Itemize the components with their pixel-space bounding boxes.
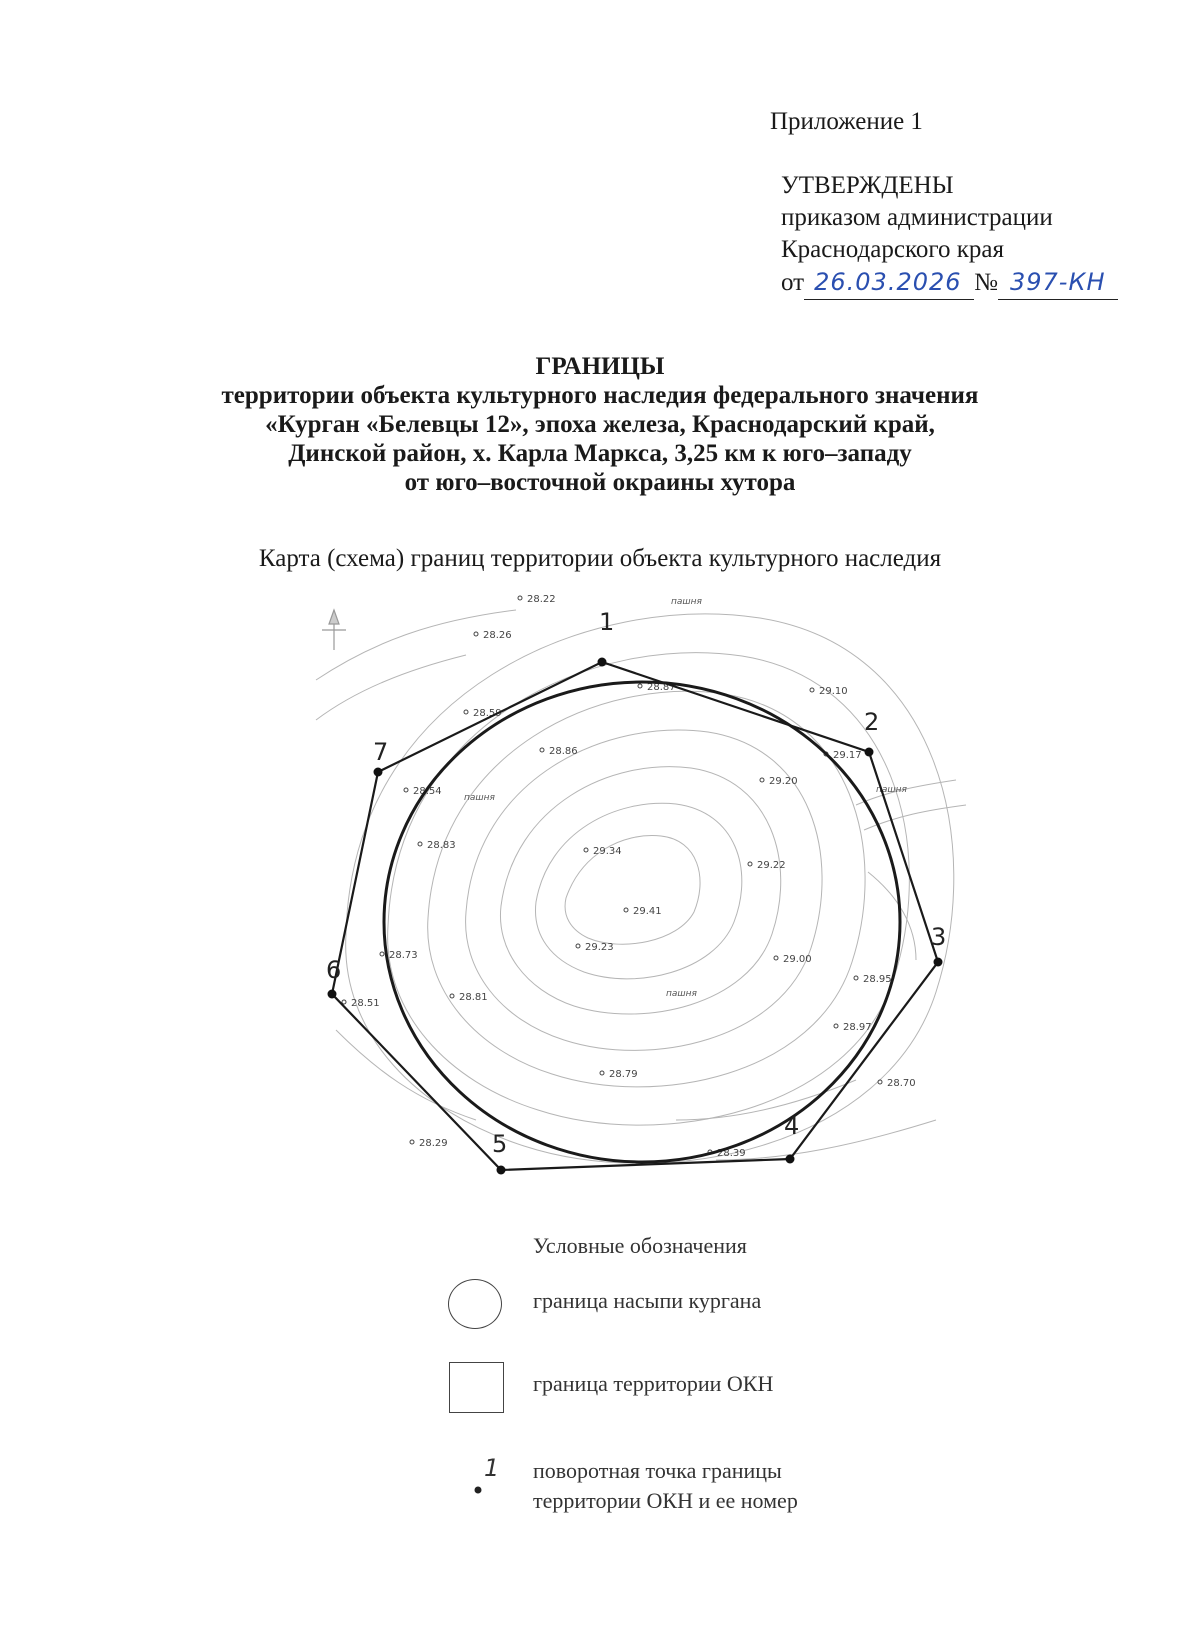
contour-line (336, 1030, 476, 1120)
elevation-mark (774, 956, 778, 960)
elevation-label: 28.86 (549, 746, 578, 757)
boundary-point-number: 4 (784, 1112, 800, 1140)
elevation-mark (450, 994, 454, 998)
elevation-mark (600, 1071, 604, 1075)
legend-circle-symbol (448, 1279, 502, 1329)
elevation-label: 29.20 (769, 776, 798, 787)
elevation-mark (854, 976, 858, 980)
boundary-point-1 (598, 658, 607, 667)
boundary-map (316, 594, 966, 1190)
legend-title: Условные обозначения (533, 1233, 747, 1258)
elevation-label: 28.73 (389, 950, 418, 961)
elevation-label: 28.54 (413, 786, 442, 797)
boundary-point-number: 3 (931, 923, 947, 951)
elevation-label: 29.17 (833, 750, 862, 761)
boundary-point-5 (497, 1166, 506, 1175)
land-use-label: пашня (464, 793, 495, 803)
elevation-label: 28.79 (609, 1069, 638, 1080)
elevation-mark (624, 908, 628, 912)
elevation-mark (584, 848, 588, 852)
elevation-label: 29.10 (819, 686, 848, 697)
elevation-mark (540, 748, 544, 752)
approval-date-line (781, 266, 1118, 300)
date-value: 26.03.2026 (814, 268, 962, 296)
elevation-label: 28.22 (527, 594, 556, 605)
title-line-4: Динской район, х. Карла Маркса, 3,25 км к юго–западу (288, 440, 912, 467)
elevation-mark (342, 1000, 346, 1004)
land-use-labels-layer (464, 597, 908, 999)
contour-line (346, 614, 954, 1163)
title-line-2: территории объекта культурного наследия федерального значения (221, 382, 979, 409)
title-line-3: «Курган «Белевцы 12», эпоха железа, Краснодарский край, (265, 411, 935, 438)
boundary-point-number: 5 (492, 1130, 508, 1158)
approved-region: Краснодарского края (781, 236, 1004, 263)
elevation-label: 28.26 (483, 630, 512, 641)
contour-line (535, 803, 741, 978)
elevation-marks-layer (342, 594, 916, 1159)
elevation-mark (878, 1080, 882, 1084)
contour-line (500, 767, 780, 1014)
elevation-mark (518, 596, 522, 600)
boundary-point-number: 6 (326, 956, 342, 984)
elevation-mark (834, 1024, 838, 1028)
contour-line (868, 872, 916, 960)
land-use-label: пашня (671, 597, 702, 607)
elevation-label: 29.41 (633, 906, 662, 917)
boundary-point-6 (328, 990, 337, 999)
mound-boundary-circle (384, 682, 900, 1162)
elevation-label: 28.95 (863, 974, 892, 985)
map-caption: Карта (схема) границ территории объекта культурного наследия (258, 545, 942, 572)
title-line-5: от юго–восточной окраины хутора (404, 469, 796, 496)
elevation-label: 28.83 (427, 840, 456, 851)
elevation-label: 28.70 (887, 1078, 916, 1089)
elevation-mark (576, 944, 580, 948)
land-use-label: пашня (666, 989, 697, 999)
elevation-label: 28.87 (647, 682, 676, 693)
elevation-mark (748, 862, 752, 866)
elevation-label: 28.97 (843, 1022, 872, 1033)
boundary-point-number: 2 (864, 708, 880, 736)
legend-point-symbol (470, 1452, 510, 1498)
number-field (998, 266, 1118, 300)
elevation-mark (810, 688, 814, 692)
elevation-mark (418, 842, 422, 846)
title-line-1: ГРАНИЦЫ (535, 353, 665, 380)
land-use-label: пашня (876, 785, 907, 795)
date-prefix: от (781, 269, 805, 296)
boundary-point-number: 7 (373, 738, 389, 766)
number-prefix: № (974, 269, 998, 296)
boundary-point-number: 1 (599, 608, 615, 636)
elevation-label: 28.59 (473, 708, 502, 719)
elevation-label: 28.29 (419, 1138, 448, 1149)
elevation-mark (410, 1140, 414, 1144)
legend-turning-point-line-1: поворотная точка границы (533, 1458, 782, 1483)
elevation-label: 29.34 (593, 846, 622, 857)
elevation-mark (638, 684, 642, 688)
approval-block (781, 170, 1118, 300)
elevation-mark (380, 952, 384, 956)
boundary-point-7 (374, 768, 383, 777)
elevation-mark (760, 778, 764, 782)
contour-line (316, 655, 466, 720)
legend-mound-boundary-label: граница насыпи кургана (533, 1288, 762, 1313)
legend-turning-point-label (533, 1456, 798, 1516)
date-field (804, 266, 974, 300)
north-arrow-icon (322, 610, 346, 650)
boundary-point-3 (934, 958, 943, 967)
elevation-mark (464, 710, 468, 714)
approved-heading: УТВЕРЖДЕНЫ (781, 172, 954, 199)
elevation-label: 28.39 (717, 1148, 746, 1159)
contour-line (388, 653, 910, 1125)
boundary-point-4 (786, 1155, 795, 1164)
legend-turning-point-line-2: территории ОКН и ее номер (533, 1488, 798, 1513)
elevation-label: 29.22 (757, 860, 786, 871)
elevation-label: 29.00 (783, 954, 812, 965)
boundary-point-2 (865, 748, 874, 757)
elevation-mark (404, 788, 408, 792)
contour-line (428, 691, 865, 1087)
legend-territory-boundary-label: граница территории ОКН (533, 1371, 774, 1396)
approved-by-order: приказом администрации (781, 204, 1053, 231)
appendix-label: Приложение 1 (770, 108, 923, 135)
elevation-label: 28.51 (351, 998, 380, 1009)
elevation-label: 28.81 (459, 992, 488, 1003)
elevation-label: 29.23 (585, 942, 614, 953)
legend-point-dot (475, 1487, 482, 1494)
document-title (0, 352, 1200, 497)
legend-square-symbol (449, 1362, 504, 1413)
number-value: 397-КН (1009, 268, 1106, 296)
elevation-mark (474, 632, 478, 636)
legend-point-number: 1 (484, 1454, 500, 1482)
